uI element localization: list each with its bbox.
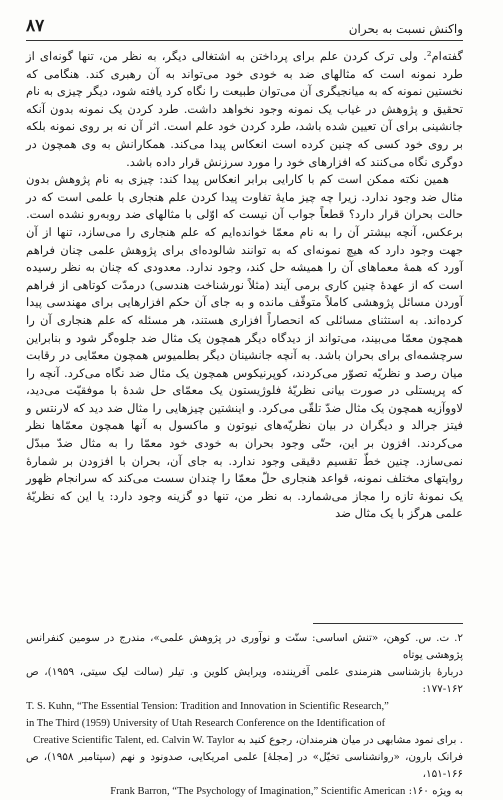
footnote-text: به ویژه ۱۶۰:	[408, 785, 463, 797]
footnote-line: دربارهٔ بازشناسی هنرمندی علمی آفریننده، ویرایش کلوین و. تیلر (سالت لیک سیتی، ۱۹۵۹)، ص ۱۶۲-۱۷۷:	[26, 666, 463, 695]
footnote-line	[26, 783, 463, 800]
page-header	[26, 14, 463, 36]
body-text	[26, 48, 463, 523]
running-title: واکنش نسبت به بحران	[348, 22, 463, 36]
paragraph: همین نکته ممکن است کم با کارایی برابر انعکاس پیدا کند: چیزی به نام پژوهش بدون مثال ضد وجود ندارد. زیرا چه چیز مایهٔ تفاوت پیدا کردن علم هنجاری با علمی است که در حالت بحران قرار دارد؟ قطعاً جواب آن نیست که اوّلی با مثالهای ضد روبه‌رو نشده است. برعکس، آنچه بیشتر آن را به نام معمّا خوانده‌ایم که علم هنجاری را می‌سازد، تنها از آن جهت وجود دارد که هیچ نمونه‌ای که به توانند شالوده‌ای برای پژوهش علمی چنان فراهم آورد که همهٔ معماهای آن را همیشه حل کند، وجود ندارد. معدودی که چنان به نظر رسیده است که از عهدهٔ چنین کاری برمی آیند (مثلاً نورشناخت هندسی) درمدّت کوتاهی از فراهم آوردن مسائل پژوهشی کاملاً متوقّف مانده و به جای آن حکم افزارهایی برای مهندسی پیدا کرده‌اند. به استثنای مسائلی که انحصاراً افزاری هستند، هر مسئله که علم هنجاری آن را همچون معمّا می‌بیند، می‌تواند از دیدگاه دیگر همچون یک مثال ضد جلوه‌گر شود و بنابراین سرچشمه‌ای برای بحران باشد. به آنچه جانشینان دیگر بطلمیوس همچون معمّایی در رقابت میان رصد و نظریّه تصوّر می‌کردند، کوپرنیکوس همچون یک مثال ضد نگاه می‌کرد. آنچه را که پریستلی در صورت بیانی نظریّهٔ فلوژیستون یک معمّای حل شدهٔ با موفقیّت می‌دید، لاووآزیه همچون یک مثال ضدّ تلقّی می‌کرد. و اینشتین چیزهایی را مثال ضد دید که لارنتس و فیتز جرالد و دیگران در بیان نظریّه‌های نیوتون و ماکسول به آنها همچون معمّاها نظر می‌کردند. افزون بر این، حتّی وجود بحران به خودی خود معمّا را به مثال ضدّ مبدّل نمی‌سازد. چنین خطّ تقسیم دقیقی وجود ندارد. به جای آن، بحران با افزودن بر شمارهٔ روایتهای مختلف نمونه، قواعد هنجاری حلّ معمّا را چندان سست می‌کند که سرانجام ظهور یک نمونهٔ تازه را مجاز می‌شمارد. به نظر من، تنها دو گزینه وجود دارد: یا این که نظریّهٔ علمی هرگز با یک مثال ضد	[26, 172, 463, 521]
footnote-rule	[313, 623, 463, 624]
footnote-citation: T. S. Kuhn, “The Essential Tension: Tradition and Innovation in Scientific Research,”	[26, 701, 389, 712]
page-number: ۸۷	[26, 16, 45, 36]
footnote-line: فرانک بارون، «روانشناسی تخیّل» در [مجلهٔ] علمی امریکایی، صدونود و نهم (سپتامبر ۱۹۵۸)، ص ۱۶۶-۱۵۱،	[26, 751, 463, 780]
footnotes	[26, 630, 463, 800]
footnote-line: ۲. ت. س. کوهن، «تنش اساسی: سنّت و نوآوری در پژوهش علمی»، مندرج در سومین کنفرانس پژوهشی یوتاه	[26, 632, 463, 661]
paragraph: گفته‌ام². ولی ترک کردن علم برای پرداختن به اشتغالی دیگر، به نظر من، تنها گونه‌ای از طرد نمونه است که مثالهای ضد به خودی خود می‌تواند به آن رهبری کند. هنگامی که نخستین نمونه که به میانجیگری آن می‌توان طبیعت را نگاه کرد یافته شود، دیگر چیزی به نام تحقیق و پژوهش در غیاب یک نمونه وجود نخواهد داشت. طرد کردن یک نمونه بدون آنکه جانشینی برای آن تعیین شده باشد، طرد کردن خود علم است. اثر آن نه بر روی نمونه بلکه بر روی خود کسی که چنین کرده است انعکاس پیدا می‌کند. همکارانش به وی همچون در دوگری نگاه می‌کنند که افزارهای خود را مورد سرزنش قرار داده باشد.	[26, 49, 463, 169]
footnote-line	[26, 732, 463, 749]
header-rule	[26, 40, 463, 41]
footnote-citation: in The Third (1959) University of Utah Research Conference on the Identification of	[26, 718, 386, 729]
footnote-text: . برای نمود مشابهی در میان هنرمندان، رجوع کنید به	[237, 734, 463, 746]
footnote-citation: Creative Scientific Talent, ed. Calvin W. Taylor	[33, 735, 235, 746]
footnote-citation: Frank Barron, “The Psychology of Imagination,” Scientific American	[110, 786, 406, 797]
